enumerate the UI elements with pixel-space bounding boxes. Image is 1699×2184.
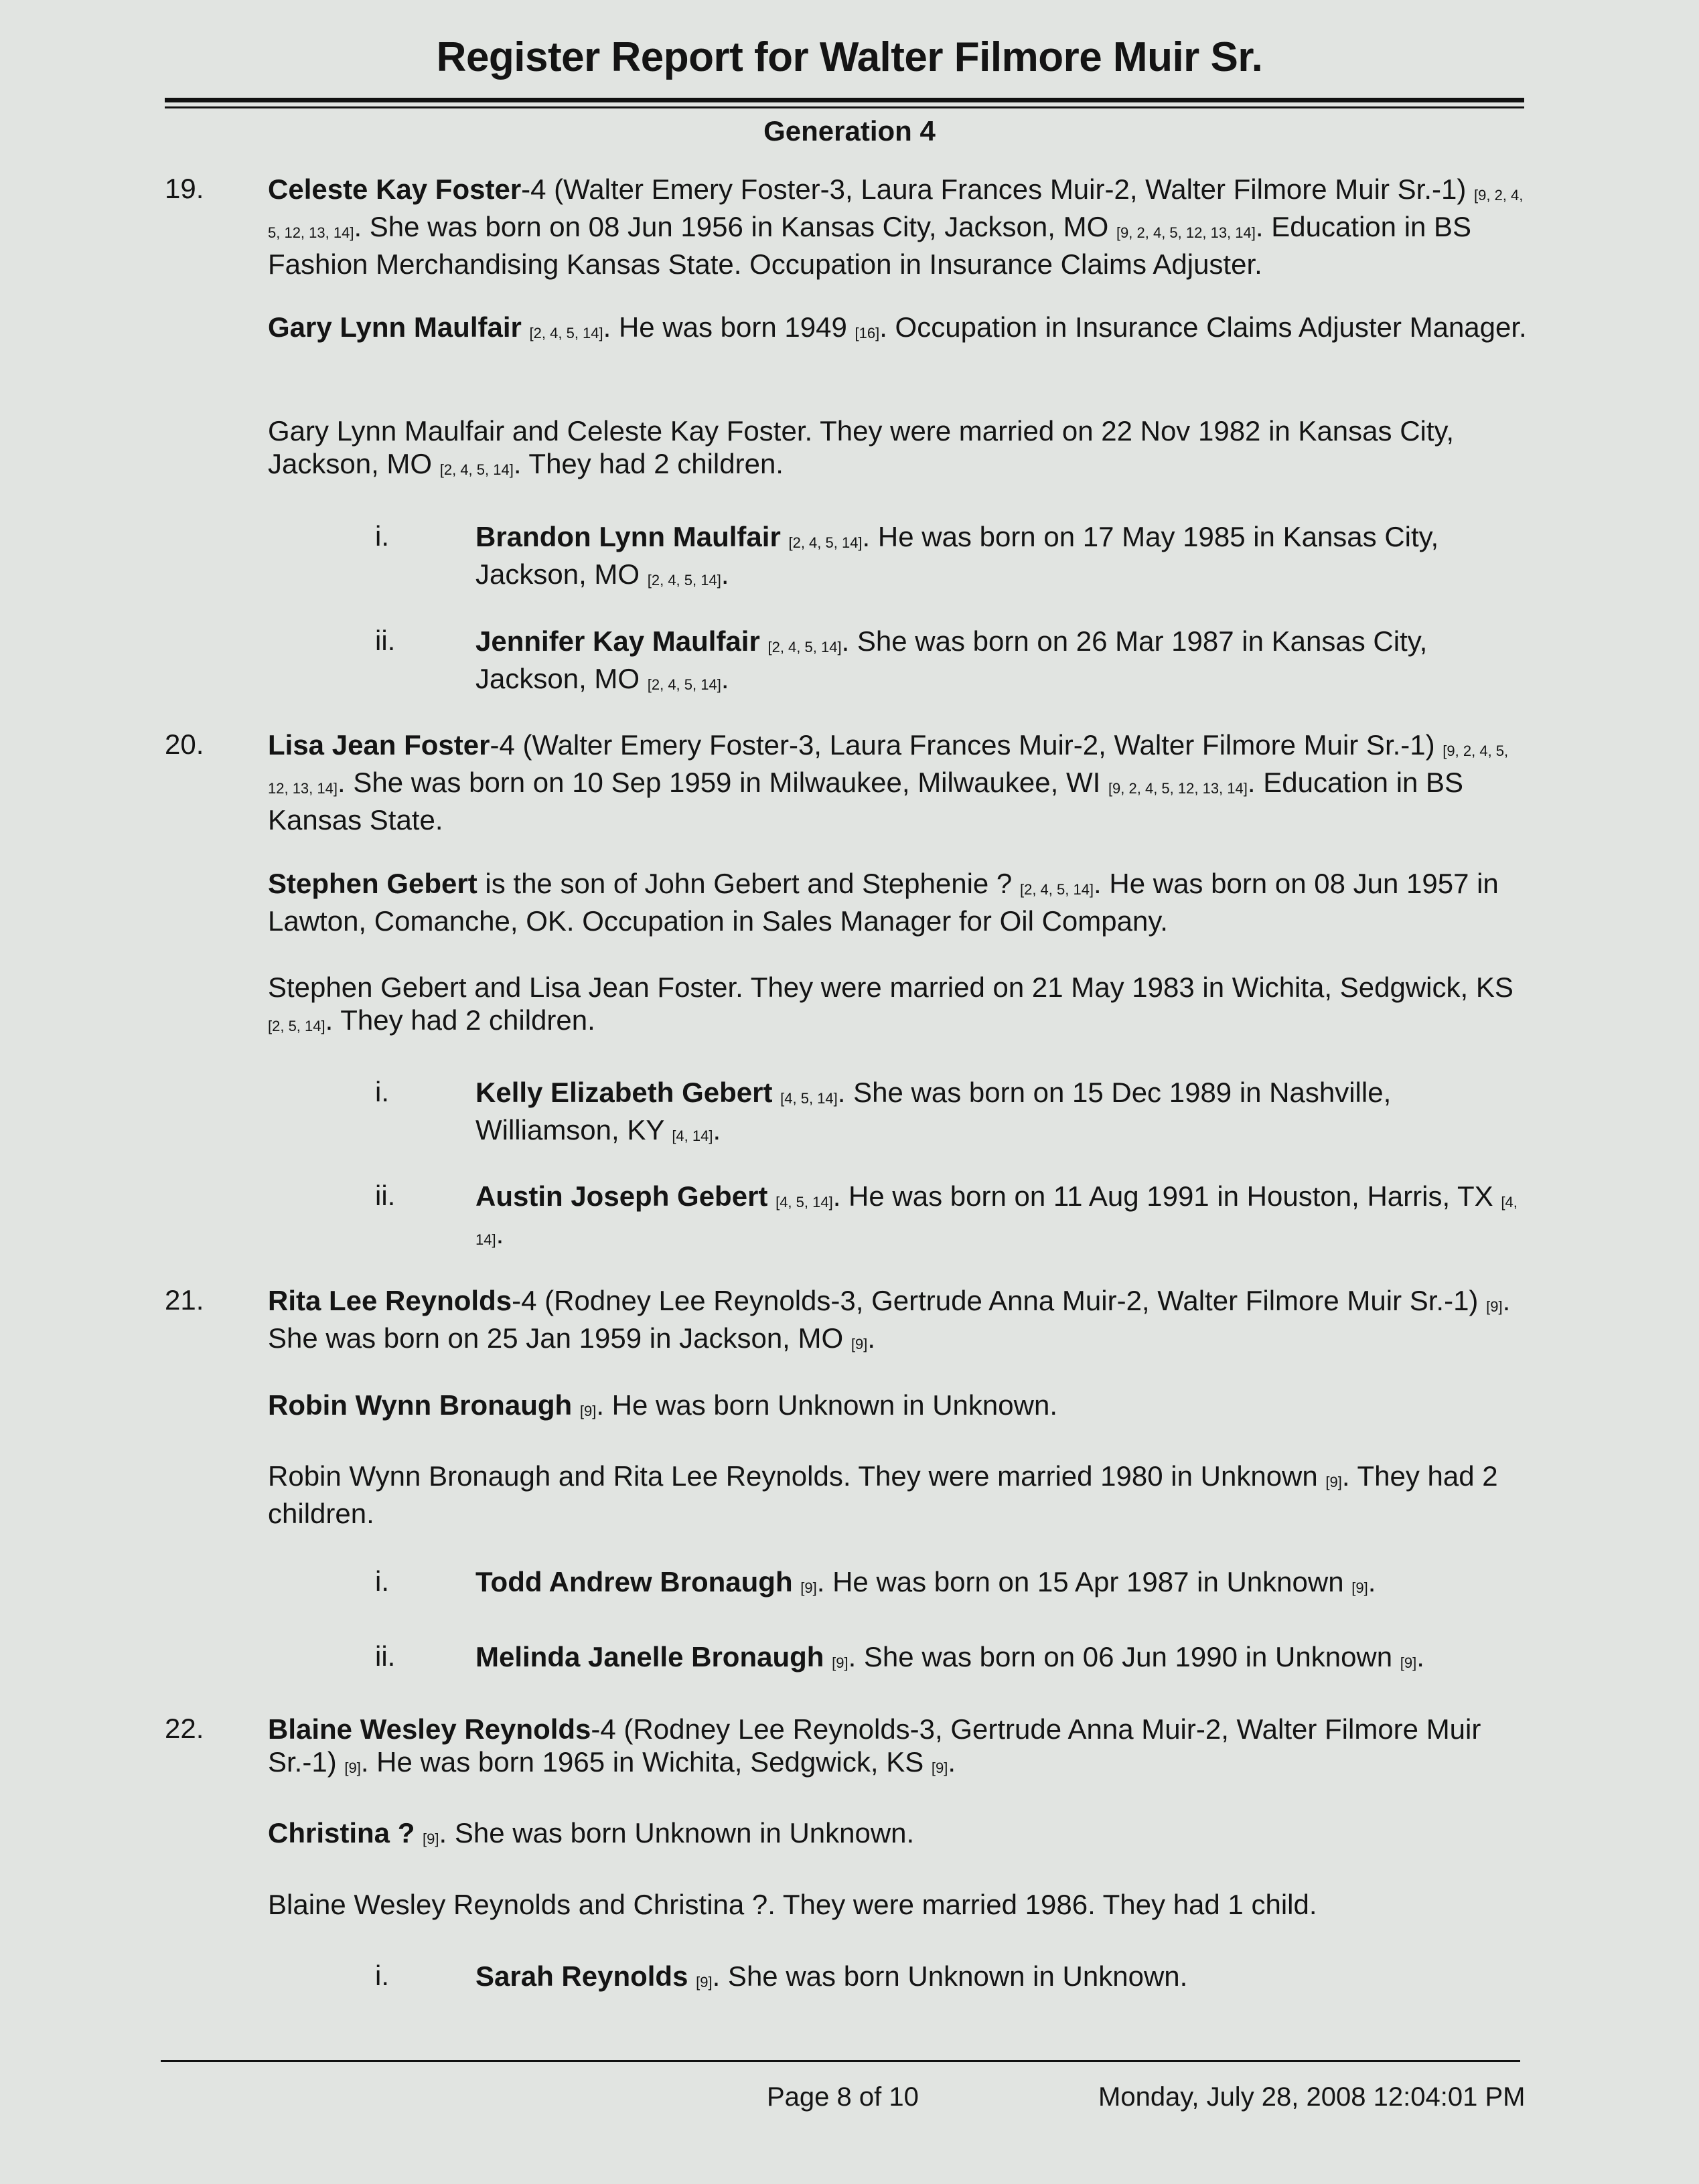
- citation: [9, 2, 4, 5, 12, 13, 14]: [268, 743, 1509, 797]
- citation: [2, 4, 5, 14]: [767, 639, 842, 655]
- details-text: . Education in BS Fashion Merchandising Kansas State. Occupation in Insurance Claims Adjuster.: [268, 211, 1472, 280]
- citation: [9]: [931, 1760, 948, 1776]
- child-text: . She was born Unknown in Unknown.: [712, 1960, 1188, 1992]
- punctuation: .: [1368, 1566, 1376, 1597]
- child-text: . She was born on 06 Jun 1990 in Unknown: [848, 1641, 1393, 1672]
- citation: [9]: [344, 1760, 361, 1776]
- title-rule-thick: [165, 98, 1524, 102]
- spouse-parents-text: is the son of John Gebert and Stephenie ?: [477, 868, 1013, 899]
- child-name: Sarah Reynolds: [475, 1960, 688, 1992]
- birth-text: . He was born 1965 in Wichita, Sedgwick, KS: [360, 1746, 924, 1778]
- entry-number: 20.: [165, 728, 204, 760]
- citation: [2, 4, 5, 14]: [439, 461, 514, 478]
- child-name: Brandon Lynn Maulfair: [475, 521, 781, 552]
- citation: [9, 2, 4, 5, 12, 13, 14]: [1108, 780, 1248, 797]
- child-number: i.: [375, 1076, 389, 1107]
- lineage-text: -4 (Rodney Lee Reynolds-3, Gertrude Anna Muir-2, Walter Filmore Muir Sr.-1): [512, 1285, 1479, 1316]
- spouse-paragraph: [268, 311, 1527, 348]
- entry-main-paragraph: [268, 1284, 1527, 1359]
- citation: [9]: [696, 1974, 713, 1991]
- citation: [9]: [800, 1579, 817, 1596]
- entry-main-paragraph: [268, 1713, 1527, 1783]
- citation: [9]: [1325, 1474, 1342, 1490]
- lineage-text: -4 (Rodney Lee Reynolds-3, Gertrude Anna Muir-2, Walter Filmore Muir Sr.-1): [268, 1713, 1481, 1778]
- marriage-text: . They had 2 children.: [513, 448, 784, 479]
- marriage-text: Robin Wynn Bronaugh and Rita Lee Reynolds. They were married 1980 in Unknown: [268, 1460, 1318, 1492]
- entry-main-paragraph: [268, 173, 1527, 281]
- title-rule-thin: [165, 106, 1524, 108]
- entry-number: 22.: [165, 1713, 204, 1744]
- spouse-paragraph: [268, 1816, 1527, 1854]
- spouse-text: . He was born 1949: [603, 311, 847, 343]
- child-paragraph: [475, 1180, 1527, 1255]
- citation: [2, 4, 5, 14]: [1019, 881, 1094, 898]
- citation: [9]: [423, 1830, 439, 1847]
- spouse-paragraph: [268, 1389, 1527, 1426]
- spouse-text: . She was born Unknown in Unknown.: [439, 1817, 915, 1849]
- child-paragraph: [475, 1076, 1527, 1151]
- footer-rule: [161, 2060, 1520, 2062]
- citation: [4, 5, 14]: [780, 1090, 838, 1107]
- citation: [9]: [1351, 1579, 1368, 1596]
- citation: [9]: [1400, 1654, 1417, 1671]
- page-number: Page 8 of 10: [767, 2082, 919, 2112]
- citation: [9]: [579, 1403, 597, 1419]
- spouse-name: Christina ?: [268, 1817, 415, 1849]
- citation: [9, 2, 4, 5, 12, 13, 14]: [1116, 224, 1256, 241]
- child-name: Todd Andrew Bronaugh: [475, 1566, 793, 1597]
- entry-main-paragraph: [268, 728, 1527, 836]
- person-name: Rita Lee Reynolds: [268, 1285, 512, 1316]
- spouse-text: . Occupation in Insurance Claims Adjuster Manager.: [879, 311, 1527, 343]
- spouse-paragraph: [268, 867, 1527, 937]
- child-paragraph: [475, 1960, 1527, 1997]
- child-name: Kelly Elizabeth Gebert: [475, 1077, 773, 1108]
- spouse-name: Gary Lynn Maulfair: [268, 311, 522, 343]
- marriage-paragraph: [268, 1888, 1527, 1921]
- punctuation: .: [496, 1218, 504, 1249]
- child-text: . She was born on 15 Dec 1989 in Nashville, Williamson, KY: [475, 1077, 1392, 1146]
- child-text: . He was born on 17 May 1985 in Kansas City, Jackson, MO: [475, 521, 1439, 590]
- child-name: Austin Joseph Gebert: [475, 1180, 768, 1212]
- punctuation: .: [721, 663, 729, 694]
- marriage-text: . They had 2 children.: [325, 1004, 595, 1036]
- person-name: Celeste Kay Foster: [268, 173, 522, 205]
- marriage-text: . They had 2 children.: [268, 1460, 1498, 1529]
- child-paragraph: [475, 1640, 1527, 1678]
- citation: [4, 5, 14]: [775, 1194, 833, 1211]
- birth-text: . She was born on 10 Sep 1959 in Milwaukee, Milwaukee, WI: [337, 767, 1101, 798]
- citation: [4, 14]: [475, 1194, 1518, 1248]
- child-number: ii.: [375, 625, 396, 656]
- spouse-text: . He was born on 08 Jun 1957 in Lawton, Comanche, OK. Occupation in Sales Manager for Oil Company.: [268, 868, 1499, 937]
- marriage-text: Stephen Gebert and Lisa Jean Foster. They were married on 21 May 1983 in Wichita, Sedgwick, KS: [268, 971, 1513, 1003]
- lineage-text: -4 (Walter Emery Foster-3, Laura Frances Muir-2, Walter Filmore Muir Sr.-1): [521, 173, 1467, 205]
- citation: [9]: [851, 1336, 868, 1352]
- birth-text: . She was born on 08 Jun 1956 in Kansas City, Jackson, MO: [354, 211, 1109, 242]
- child-paragraph: [475, 625, 1527, 700]
- person-name: Blaine Wesley Reynolds: [268, 1713, 591, 1745]
- details-text: .: [948, 1746, 956, 1778]
- punctuation: .: [721, 558, 729, 590]
- citation: [9]: [832, 1654, 848, 1671]
- citation: [9]: [1486, 1298, 1503, 1315]
- child-paragraph: [475, 520, 1527, 595]
- child-name: Jennifer Kay Maulfair: [475, 625, 760, 657]
- details-text: .: [867, 1322, 875, 1354]
- spouse-text: . He was born Unknown in Unknown.: [596, 1389, 1057, 1421]
- child-name: Melinda Janelle Bronaugh: [475, 1641, 824, 1672]
- birth-text: . She was born on 25 Jan 1959 in Jackson, MO: [268, 1285, 1511, 1354]
- lineage-text: -4 (Walter Emery Foster-3, Laura Frances Muir-2, Walter Filmore Muir Sr.-1): [490, 729, 1435, 761]
- child-text: . She was born on 26 Mar 1987 in Kansas City, Jackson, MO: [475, 625, 1428, 694]
- citation: [2, 5, 14]: [268, 1018, 325, 1034]
- citation: [2, 4, 5, 14]: [647, 572, 721, 589]
- person-name: Lisa Jean Foster: [268, 729, 490, 761]
- generation-heading: Generation 4: [763, 115, 936, 147]
- citation: [2, 4, 5, 14]: [788, 534, 863, 551]
- entry-number: 21.: [165, 1284, 204, 1316]
- child-number: i.: [375, 1565, 389, 1597]
- marriage-paragraph: [268, 971, 1527, 1041]
- report-timestamp: Monday, July 28, 2008 12:04:01 PM: [1098, 2082, 1526, 2112]
- punctuation: .: [713, 1114, 721, 1146]
- child-paragraph: [475, 1565, 1527, 1603]
- child-text: . He was born on 15 Apr 1987 in Unknown: [816, 1566, 1344, 1597]
- child-number: ii.: [375, 1180, 396, 1211]
- citation: [2, 4, 5, 14]: [529, 325, 603, 341]
- citation: [9, 2, 4, 5, 12, 13, 14]: [268, 187, 1524, 241]
- spouse-name: Stephen Gebert: [268, 868, 477, 899]
- report-title: Register Report for Walter Filmore Muir Sr.: [436, 34, 1263, 80]
- marriage-text: Blaine Wesley Reynolds and Christina ?. They were married 1986. They had 1 child.: [268, 1889, 1317, 1920]
- details-text: . Education in BS Kansas State.: [268, 767, 1464, 836]
- marriage-text: Gary Lynn Maulfair and Celeste Kay Foster. They were married on 22 Nov 1982 in Kansas City, Jackson, MO: [268, 415, 1455, 479]
- citation: [4, 14]: [672, 1127, 713, 1144]
- marriage-paragraph: [268, 414, 1527, 485]
- child-number: ii.: [375, 1640, 396, 1672]
- citation: [16]: [855, 325, 880, 341]
- marriage-paragraph: [268, 1460, 1527, 1530]
- punctuation: .: [1416, 1641, 1424, 1672]
- citation: [2, 4, 5, 14]: [647, 676, 721, 693]
- entry-number: 19.: [165, 173, 204, 204]
- spouse-name: Robin Wynn Bronaugh: [268, 1389, 573, 1421]
- child-text: . He was born on 11 Aug 1991 in Houston, Harris, TX: [832, 1180, 1493, 1212]
- child-number: i.: [375, 520, 389, 552]
- child-number: i.: [375, 1960, 389, 1991]
